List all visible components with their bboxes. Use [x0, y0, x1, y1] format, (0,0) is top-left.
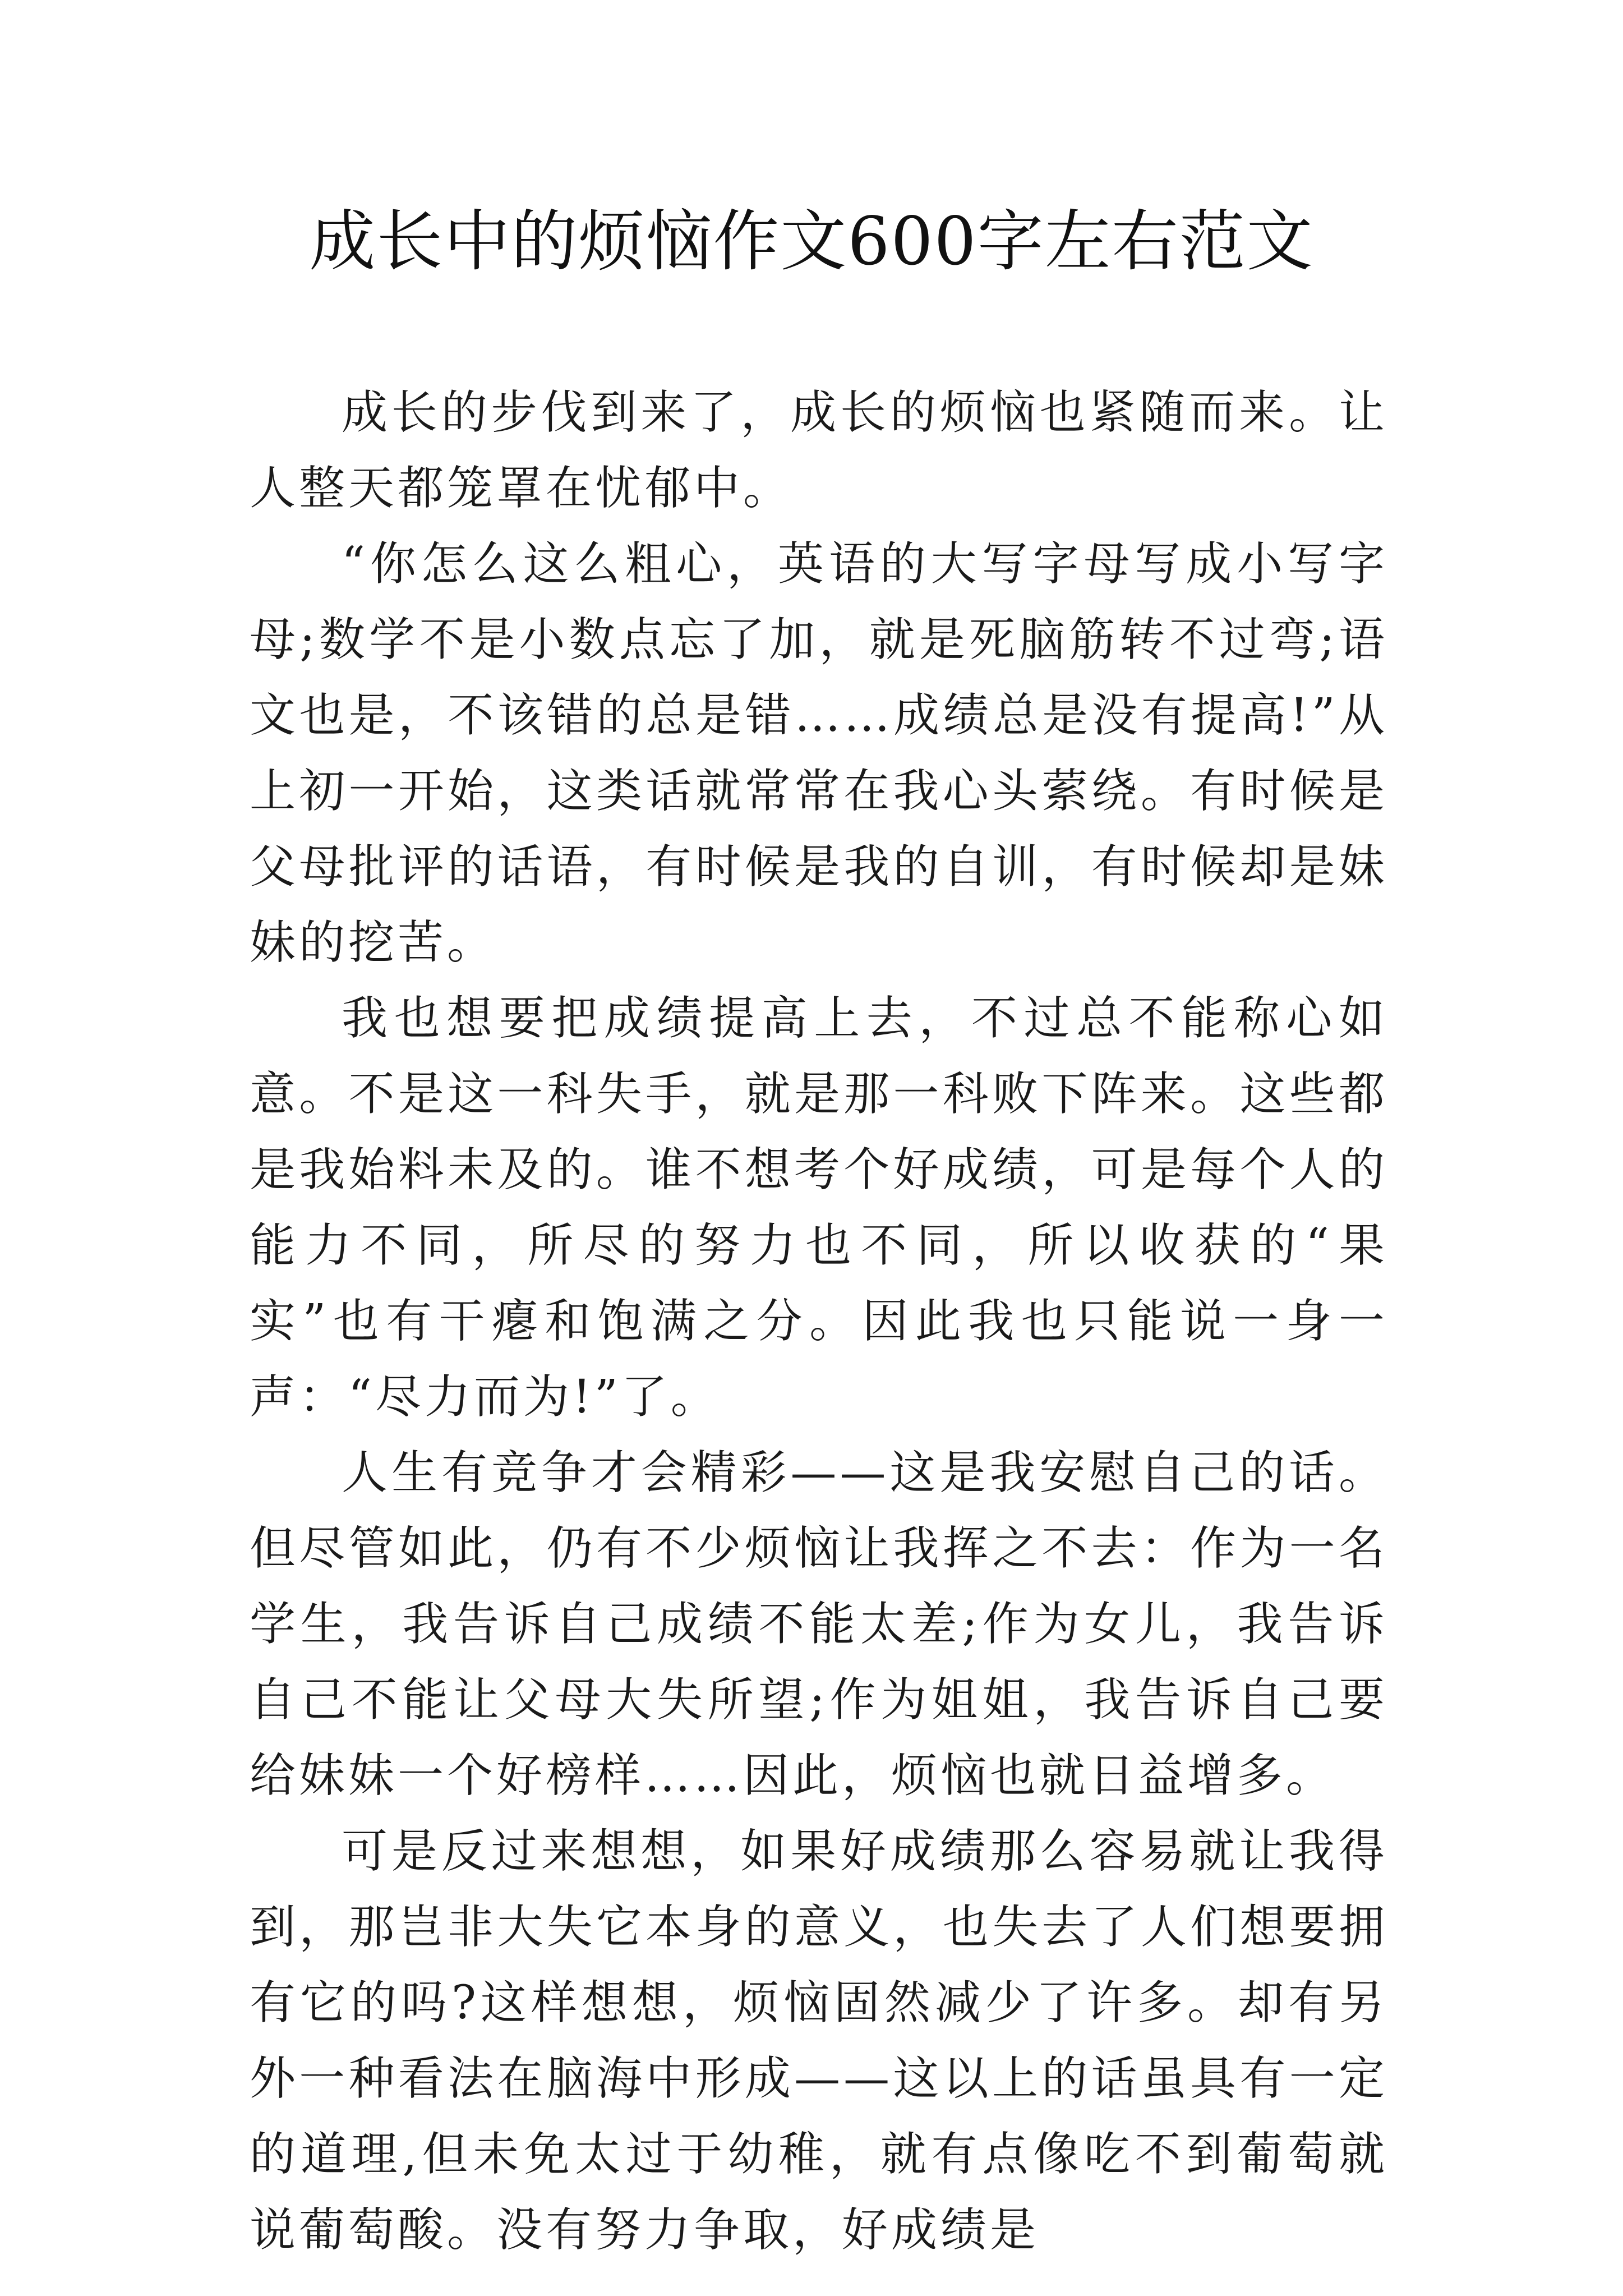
- paragraph-3: 我也想要把成绩提高上去，不过总不能称心如意。不是这一科失手，就是那一科败下阵来。这些都是我始料未及的。谁不想考个好成绩，可是每个人的能力不同，所尽的努力也不同，所以收获的“果实”也有干瘪和饱满之分。因此我也只能说一身一声：“尽力而为!”了。: [250, 992, 1388, 1424]
- paragraph-5: 可是反过来想想，如果好成绩那么容易就让我得到，那岂非大失它本身的意义，也失去了人们想要拥有它的吗?这样想想，烦恼固然减少了许多。却有另外一种看法在脑海中形成——这以上的话虽具有一定的道理,但未免太过于幼稚，就有点像吃不到葡萄就说葡萄酸。没有努力争取，好成绩是: [250, 1825, 1388, 2257]
- paragraph-2: “你怎么这么粗心，英语的大写字母写成小写字母;数学不是小数点忘了加，就是死脑筋转不过弯;语文也是，不该错的总是错……成绩总是没有提高!”从上初一开始，这类话就常常在我心头萦绕。有时候是父母批评的话语，有时候是我的自训，有时候却是妹妹的挖苦。: [250, 537, 1388, 969]
- paragraph-1: 成长的步伐到来了，成长的烦恼也紧随而来。让人整天都笼罩在忧郁中。: [250, 386, 1388, 515]
- document-title: 成长中的烦恼作文600字左右范文: [309, 203, 1314, 280]
- document-body: [250, 375, 1388, 2268]
- paragraph-4: 人生有竞争才会精彩——这是我安慰自己的话。但尽管如此，仍有不少烦恼让我挥之不去：作为一名学生，我告诉自己成绩不能太差;作为女儿，我告诉自己不能让父母大失所望;作为姐姐，我告诉自己要给妹妹一个好榜样……因此，烦恼也就日益增多。: [250, 1446, 1388, 1802]
